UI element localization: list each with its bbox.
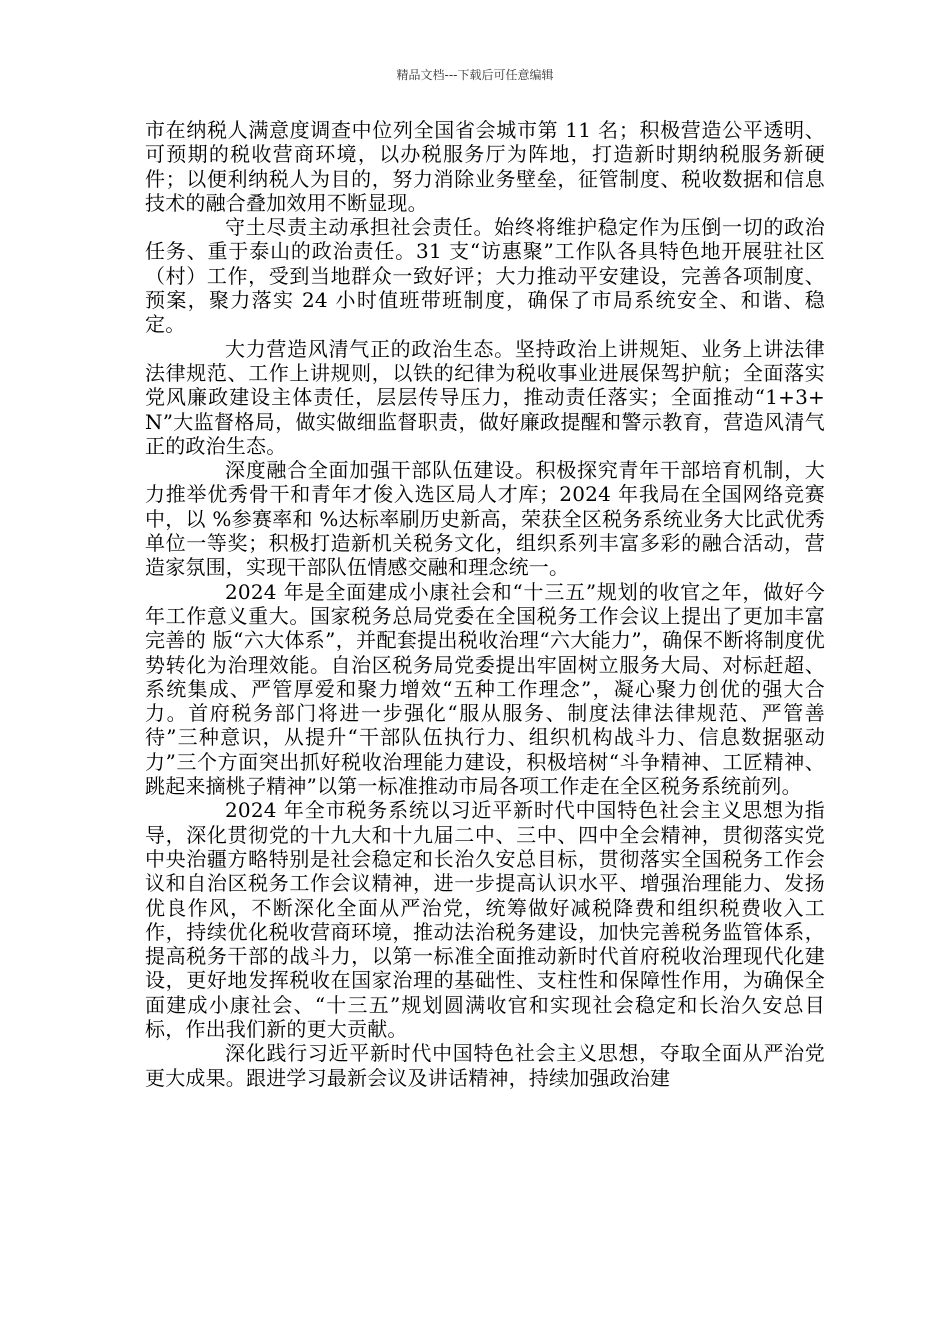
paragraph-5: 2024 年是全面建成小康社会和“十三五”规划的收官之年，做好今年工作意义重大。国家税务总局党委在全国税务工作会议上提出了更加丰富完善的 版“六大体系”，并配套提出税收治理“六大能力”，确保不断将制度优势转化为治理效能。自治区税务局党委提出牢固树立服务大局、对标赶超、系统集成、严管厚爱和聚力增效“五种工作理念”，凝心聚力创优的强大合力。首府税务部门将进一步强化“服从服务、制度法律法律规范、严管善待”三种意识，从提升“干部队伍执行力、组织机构战斗力、信息数据驱动力”三个方面突出抓好税收治理能力建设，积极培树“斗争精神、工匠精神、跳起来摘桃子精神”以第一标准推动市局各项工作走在全区税务系统前列。	[145, 579, 825, 799]
paragraph-1: 市在纳税人满意度调查中位列全国省会城市第 11 名；积极营造公平透明、可预期的税收营商环境，以办税服务厅为阵地，打造新时期纳税服务新硬件；以便利纳税人为目的，努力消除业务壁垒，征管制度、税收数据和信息技术的融合叠加效用不断显现。	[145, 118, 825, 215]
page-header-note: 精品文档---下载后可任意编辑	[396, 68, 554, 82]
paragraph-6: 2024 年全市税务系统以习近平新时代中国特色社会主义思想为指导，深化贯彻党的十九大和十九届二中、三中、四中全会精神，贯彻落实党中央治疆方略特别是社会稳定和长治久安总目标，贯彻落实全国税务工作会议和自治区税务工作会议精神，进一步提高认识水平、增强治理能力、发扬优良作风，不断深化全面从严治党，统筹做好减税降费和组织税费收入工作，持续优化税收营商环境，推动法治税务建设，加快完善税务监管体系，提高税务干部的战斗力，以第一标准全面推动新时代首府税收治理现代化建设，更好地发挥税收在国家治理的基础性、支柱性和保障性作用，为确保全面建成小康社会、“十三五”规划圆满收官和实现社会稳定和长治久安总目标，作出我们新的更大贡献。	[145, 798, 825, 1041]
paragraph-3: 大力营造风清气正的政治生态。坚持政治上讲规矩、业务上讲法律法律规范、工作上讲规则，以铁的纪律为税收事业进展保驾护航；全面落实党风廉政建设主体责任，层层传导压力，推动责任落实；全面推动“1+3+N”大监督格局，做实做细监督职责，做好廉政提醒和警示教育，营造风清气正的政治生态。	[145, 336, 825, 458]
paragraph-4: 深度融合全面加强干部队伍建设。积极探究青年干部培育机制，大力推举优秀骨干和青年才俊入选区局人才库；2024 年我局在全国网络竞赛中，以 %参赛率和 %达标率刷历史新高，荣获全区税务系统业务大比武优秀单位一等奖；积极打造新机关税务文化，组织系列丰富多彩的融合活动，营造家氛围，实现干部队伍情感交融和理念统一。	[145, 458, 825, 580]
paragraph-2: 守土尽责主动承担社会责任。始终将维护稳定作为压倒一切的政治任务、重于泰山的政治责任。31 支“访惠聚”工作队各具特色地开展驻社区（村）工作，受到当地群众一致好评；大力推动平安建设，完善各项制度、预案，聚力落实 24 小时值班带班制度，确保了市局系统安全、和谐、稳定。	[145, 215, 825, 337]
document-body	[145, 118, 825, 1090]
paragraph-7: 深化践行习近平新时代中国特色社会主义思想，夺取全面从严治党更大成果。跟进学习最新会议及讲话精神，持续加强政治建	[145, 1041, 825, 1090]
